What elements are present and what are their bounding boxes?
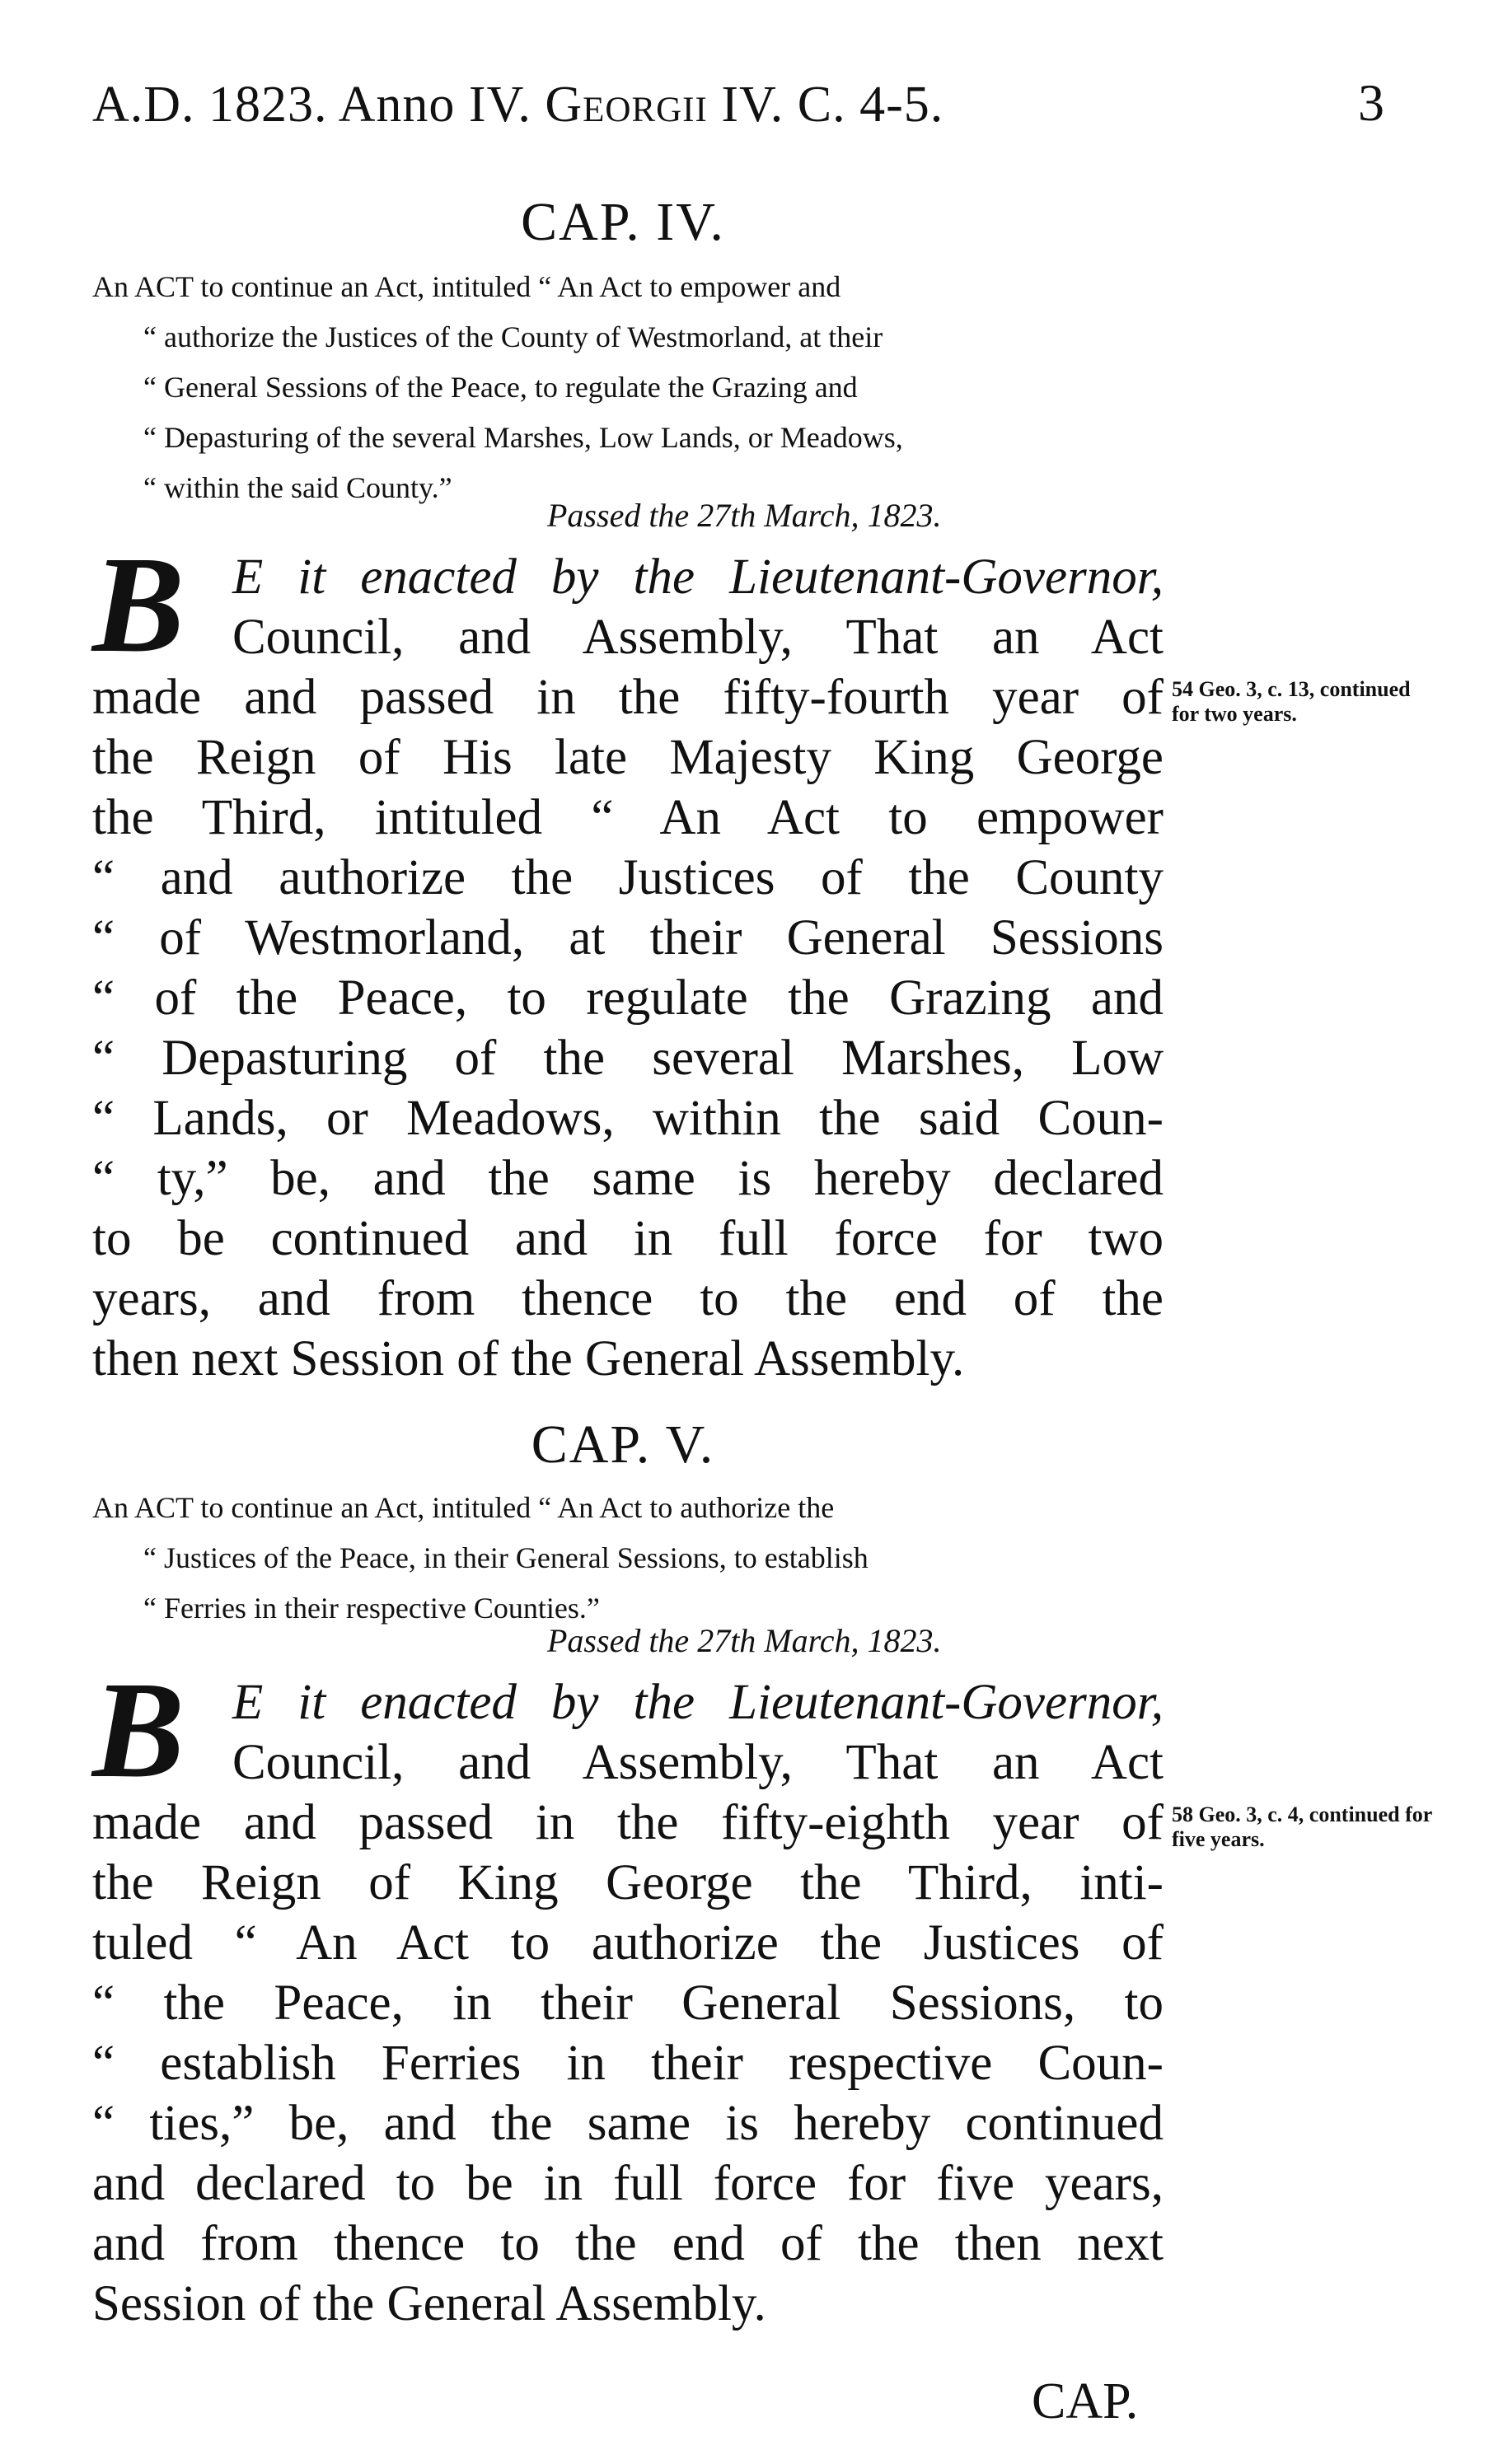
- cap-iv-body-line: the Third, intituled “ An Act to empower: [92, 790, 1164, 845]
- cap-iv-body-line: “ of the Peace, to regulate the Grazing and: [92, 970, 1164, 1026]
- cap-v-margin-note: 58 Geo. 3, c. 4, continued for five years.: [1172, 1802, 1432, 1851]
- cap-v-heading: CAP. V.: [531, 1414, 715, 1475]
- running-head: [92, 76, 944, 134]
- cap-iv-drop-cap: B: [92, 528, 185, 681]
- cap-iv-body-line: years, and from thence to the end of the: [92, 1271, 1164, 1326]
- running-head-regnal-year: Anno IV.: [338, 77, 531, 133]
- cap-iv-title-line: “ authorize the Justices of the County of Westmorland, at their: [143, 320, 883, 353]
- cap-v-drop-cap: B: [92, 1653, 185, 1807]
- cap-v-body-line: “ the Peace, in their General Sessions, to: [92, 1975, 1164, 2031]
- cap-iv-margin-note: 54 Geo. 3, c. 13, continued for two years.: [1172, 677, 1411, 726]
- cap-v-body-line: tuled “ An Act to authorize the Justices of: [92, 1915, 1164, 1971]
- cap-v-body-line: “ establish Ferries in their respective Coun-: [92, 2036, 1164, 2091]
- cap-iv-body-line: the Reign of His late Majesty King George: [92, 730, 1164, 785]
- catchword: CAP.: [1032, 2373, 1139, 2429]
- cap-iv-body-line: “ Depasturing of the several Marshes, Low: [92, 1031, 1164, 1086]
- cap-v-body-line: and declared to be in full force for five years,: [92, 2156, 1164, 2211]
- cap-v-body-line: made and passed in the fifty-eighth year of: [92, 1795, 1164, 1850]
- cap-v-body-line: Session of the General Assembly.: [92, 2276, 766, 2331]
- cap-v-body-line: the Reign of King George the Third, inti-: [92, 1855, 1164, 1910]
- cap-iv-body-line: to be continued and in full force for two: [92, 1211, 1164, 1266]
- cap-v-act-title: [92, 1483, 1160, 1634]
- cap-v-body-line: Council, and Assembly, That an Act: [232, 1735, 1164, 1790]
- cap-iv-title-line: An ACT to continue an Act, intituled “ An Act to empower and: [92, 270, 841, 303]
- cap-iv-body-line: “ and authorize the Justices of the County: [92, 850, 1164, 905]
- cap-iv-title-line: “ General Sessions of the Peace, to regulate the Grazing and: [143, 371, 858, 404]
- cap-iv-heading: CAP. IV.: [521, 192, 725, 252]
- cap-v-title-line: “ Ferries in their respective Counties.”: [143, 1592, 600, 1625]
- cap-iv-body-line: made and passed in the fifty-fourth year of: [92, 670, 1164, 725]
- cap-v-body-line: E it enacted by the Lieutenant-Governor,: [232, 1675, 1164, 1730]
- cap-iv-body-line: E it enacted by the Lieutenant-Governor,: [232, 549, 1164, 605]
- cap-iv-act-title: [92, 262, 1160, 513]
- running-head-date: A.D. 1823.: [92, 77, 328, 133]
- cap-iv-body-line: “ ty,” be, and the same is hereby declared: [92, 1151, 1164, 1206]
- cap-iv-passed-date: Passed the 27th March, 1823.: [547, 497, 942, 534]
- cap-v-body-line: “ ties,” be, and the same is hereby continued: [92, 2096, 1164, 2151]
- cap-iv-body-line: “ of Westmorland, at their General Sessions: [92, 910, 1164, 965]
- cap-v-title-line: An ACT to continue an Act, intituled “ An Act to authorize the: [92, 1491, 835, 1524]
- cap-v-title-line: “ Justices of the Peace, in their General Sessions, to establish: [143, 1541, 869, 1574]
- cap-iv-body-line: “ Lands, or Meadows, within the said Coun-: [92, 1091, 1164, 1146]
- cap-iv-title-line: “ Depasturing of the several Marshes, Low Lands, or Meadows,: [143, 421, 903, 454]
- page-number: 3: [1358, 73, 1384, 132]
- cap-iv-body-line: Council, and Assembly, That an Act: [232, 610, 1164, 665]
- cap-iv-enacting-text: [92, 547, 1164, 1389]
- cap-iv-body-line: then next Session of the General Assembly.: [92, 1331, 965, 1386]
- cap-v-enacting-text: [92, 1672, 1164, 2334]
- cap-v-body-line: and from thence to the end of the then next: [92, 2216, 1164, 2271]
- cap-iv-title-line: “ within the said County.”: [143, 471, 452, 504]
- cap-v-passed-date: Passed the 27th March, 1823.: [547, 1622, 942, 1659]
- running-head-monarch: Georgii: [545, 77, 708, 133]
- running-head-chapter: IV. C. 4-5.: [721, 77, 944, 133]
